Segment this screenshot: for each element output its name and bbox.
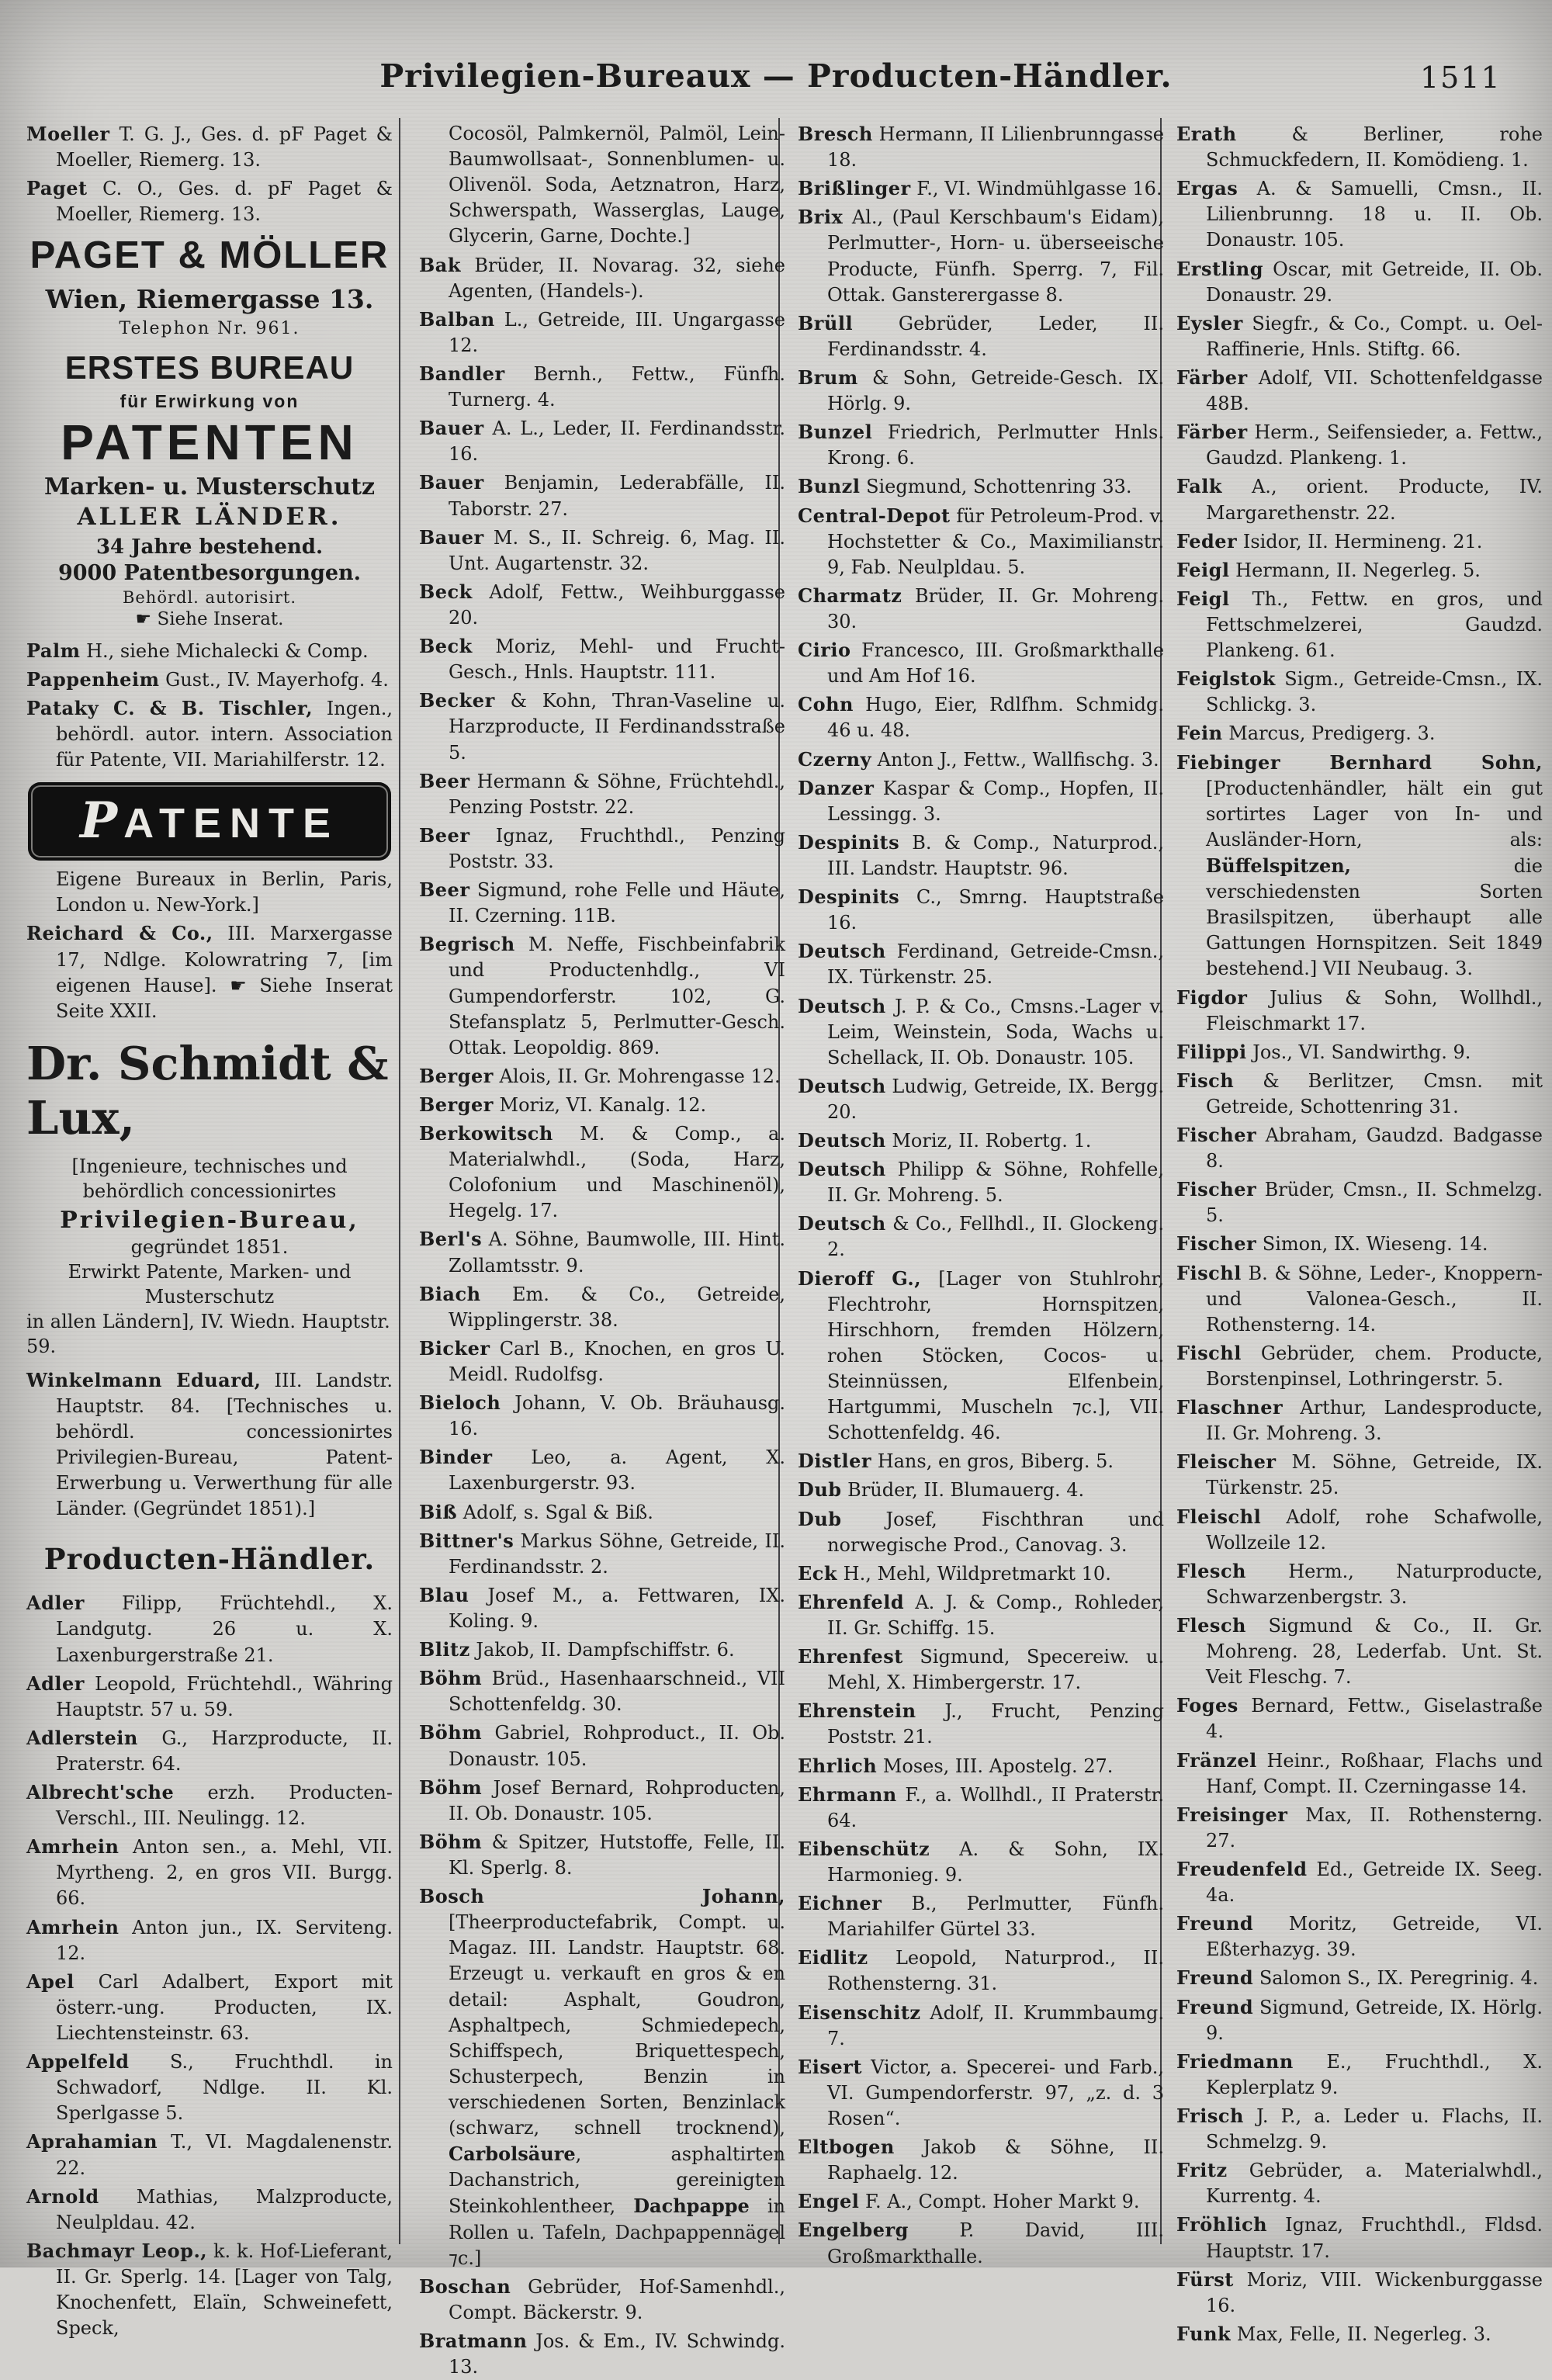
directory-entry: Bachmayr Leop., k. k. Hof-Lieferant, II. Gr. Sperlg. 14. [Lager von Talg, Knochenfett, Elaïn, Schweinefett, Speck, [26, 2239, 393, 2340]
directory-entry: Becker & Kohn, Thran-Vaseline u. Harzproducte, II Ferdinandsstraße 5. [419, 689, 785, 764]
directory-entry: Czerny Anton J., Fettw., Wallfischg. 3. [798, 747, 1159, 771]
page-number: 1511 [1420, 61, 1502, 95]
directory-entry: Deutsch Ludwig, Getreide, IX. Bergg. 20. [798, 1074, 1164, 1123]
directory-entry: Palm H., siehe Michalecki & Comp. [26, 639, 369, 662]
column-rule [399, 118, 400, 2244]
directory-entry: Winkelmann Eduard, III. Landstr. Hauptstr. 84. [Technisches u. behördl. concessionirtes Privilegien-Bureau, Patent-Erwerbung u. Verwerthung für alle Länder. (Gegründet 1851).] [26, 1368, 393, 1520]
directory-entry: Deutsch Philipp & Söhne, Rohfelle, II. Gr. Mohreng. 5. [798, 1158, 1164, 1207]
directory-entry: Frisch J. P., a. Leder u. Flachs, II. Schmelzg. 9. [1176, 2104, 1543, 2153]
directory-entry: Feigl Th., Fettw. en gros, und Fettschmelzerei, Gaudzd. Plankeng. 61. [1176, 587, 1543, 662]
paget-moeller-ad-line: ERSTES BUREAU [64, 349, 355, 386]
directory-entry: Beer Sigmund, rohe Felle und Häute, II. Czerning. 11B. [419, 878, 785, 927]
directory-entry: Färber Adolf, VII. Schottenfeldgasse 48B. [1176, 365, 1543, 415]
directory-entry: Balban L., Getreide, III. Ungargasse 12. [419, 307, 785, 356]
patente-banner: PATENTE [28, 782, 391, 861]
directory-entry: Fleischer M. Söhne, Getreide, IX. Türkenstr. 25. [1176, 1450, 1543, 1499]
directory-entry: Bauer Benjamin, Lederabfälle, II. Taborstr. 27. [419, 471, 785, 520]
paget-moeller-ad-line: Behördl. autorisirt. [122, 587, 297, 607]
directory-entry: Brißlinger F., VI. Windmühlgasse 16. [798, 177, 1162, 200]
directory-entry: Fritz Gebrüder, a. Materialwhdl., Kurrentg. 4. [1176, 2159, 1543, 2208]
directory-entry: Boschan Gebrüder, Hof-Samenhdl., Compt. Bäckerstr. 9. [419, 2274, 785, 2323]
directory-entry: Bratmann Jos. & Em., IV. Schwindg. 13. [419, 2329, 785, 2378]
directory-entry: Adlerstein G., Harzproducte, II. Praterstr. 64. [26, 1726, 393, 1775]
directory-entry: Freund Moritz, Getreide, VI. Eßterhazyg. 39. [1176, 1912, 1543, 1961]
column-3 [798, 121, 1164, 2267]
directory-entry: Fein Marcus, Predigerg. 3. [1176, 722, 1436, 745]
directory-entry: Brix Al., (Paul Kerschbaum's Eidam), Perlmutter-, Horn- u. überseeische Producte, Fünfh. Sperrg. 7, Fil. Ottak. Gansterergasse 8. [798, 206, 1164, 306]
directory-entry: Deutsch Ferdinand, Getreide-Cmsn., IX. Türkenstr. 25. [798, 940, 1164, 989]
directory-entry: Eysler Siegfr., & Co., Compt. u. Oel-Raffinerie, Hnls. Stiftg. 66. [1176, 311, 1543, 360]
column-2 [419, 121, 786, 2378]
directory-entry: Paget C. O., Ges. d. pF Paget & Moeller, Riemerg. 13. [26, 177, 393, 226]
directory-entry: Bauer A. L., Leder, II. Ferdinandsstr. 16. [419, 417, 785, 466]
directory-entry: Adler Filipp, Früchtehdl., X. Landgutg. 26 u. X. Laxenburgerstraße 21. [26, 1592, 393, 1666]
directory-entry: Flesch Sigmund & Co., II. Gr. Mohreng. 28, Lederfab. Unt. St. Veit Fleschg. 7. [1176, 1614, 1543, 1689]
directory-entry: Erath & Berliner, rohe Schmuckfedern, II. Komödieng. 1. [1176, 123, 1543, 171]
directory-entry: Eichner B., Perlmutter, Fünfh. Mariahilfer Gürtel 33. [798, 1892, 1164, 1941]
directory-entry: Beer Ignaz, Fruchthdl., Penzing Poststr. 33. [419, 823, 785, 872]
directory-entry: Dieroff G., [Lager von Stuhlrohr, Flechtrohr, Hornspitzen, Hirschhorn, fremden Hölzern, rohen Stöcken, Cocos- u. Steinnüssen, Elfenbein, Hartgummi, Muscheln ⁊c.], VII. Schottenfeldg. 46. [798, 1266, 1164, 1444]
schmidt-lux-ad-line: [Ingenieure, technisches und behördlich concessionirtes [71, 1155, 348, 1203]
paget-moeller-ad-line: 9000 Patentbesorgungen. [57, 560, 362, 585]
directory-entry: Brum & Sohn, Getreide-Gesch. IX. Hörlg. 9. [798, 365, 1164, 415]
directory-entry: Amrhein Anton jun., IX. Serviteng. 12. [26, 1915, 393, 1964]
directory-entry: Albrecht'sche erzh. Producten-Verschl., III. Neulingg. 12. [26, 1781, 393, 1830]
directory-entry: Falk A., orient. Producte, IV. Margarethenstr. 22. [1176, 475, 1543, 524]
directory-entry: Amrhein Anton sen., a. Mehl, VII. Myrtheng. 2, en gros VII. Burgg. 66. [26, 1835, 393, 1910]
directory-entry: Reichard & Co., III. Marxergasse 17, Ndlge. Kolowratring 7, [im eigenen Hause]. ☛ Siehe Inserat Seite XXII. [26, 922, 393, 1022]
directory-entry: Fiebinger Bernhard Sohn, [Productenhändler, hält ein gut sortirtes Lager von In- und Ausländer-Horn, als: Büffelspitzen, die verschiedensten Sorten Brasilspitzen, überhaupt alle Gattungen Hornspitzen. Seit 1849 bestehend.] VII Neubaug. 3. [1176, 750, 1543, 980]
page-header-title: Privilegien-Bureaux — Producten-Händler. [379, 57, 1173, 95]
directory-entry: Bosch Johann, [Theerproductefabrik, Compt. u. Magaz. III. Landstr. Hauptstr. 68. Erzeugt u. verkauft en gros & en detail: Asphalt, Goudron, Asphaltpech, Schmiedepech, Schiffspech, Briquettespech, Schusterpech, Benzin in verschiedenen Sorten, Benzinlack (schwarz, schnell trocknend), Carbolsäure, asphaltirten Dachanstrich, gereinigten Steinkohlentheer, Dachpappe in Rollen u. Tafeln, Dachpappennägel ⁊c.] [419, 1885, 786, 2269]
paget-moeller-ad-line: ALLER LÄNDER. [77, 502, 342, 531]
directory-entry: Ehrlich Moses, III. Apostelg. 27. [798, 1754, 1114, 1777]
directory-entry: Böhm Brüd., Hasenhaarschneid., VII Schottenfeldg. 30. [419, 1667, 785, 1716]
directory-entry: Freund Salomon S., IX. Peregrinig. 4. [1176, 1966, 1539, 1990]
column-4 [1176, 121, 1543, 2345]
directory-entry: Fränzel Heinr., Roßhaar, Flachs und Hanf, Compt. II. Czerningasse 14. [1176, 1748, 1543, 1797]
directory-entry: Ehrenfest Sigmund, Specereiw. u. Mehl, X. Himbergerstr. 17. [798, 1645, 1164, 1694]
directory-entry: Fischer Abraham, Gaudzd. Badgasse 8. [1176, 1124, 1543, 1173]
directory-entry: Central-Depot für Petroleum-Prod. v. Hochstetter & Co., Maximilianstr. 9, Fab. Neulpldau. 5. [798, 504, 1164, 578]
directory-entry: Bresch Hermann, II Lilienbrunngasse 18. [798, 123, 1164, 171]
directory-entry: Ehrmann F., a. Wollhdl., II Praterstr. 64. [798, 1782, 1164, 1831]
directory-entry: Filippi Jos., VI. Sandwirthg. 9. [1176, 1040, 1471, 1063]
directory-entry: Feder Isidor, II. Hermineng. 21. [1176, 529, 1483, 553]
directory-entry: Begrisch M. Neffe, Fischbeinfabrik und Productenhdlg., VI Gumpendorferstr. 102, G. Stefansplatz 5, Perlmutter-Gesch. Ottak. Leopoldig. 869. [419, 933, 785, 1058]
directory-entry: Böhm & Spitzer, Hutstoffe, Felle, II. Kl. Sperlg. 8. [419, 1830, 785, 1879]
directory-entry: Bieloch Johann, V. Ob. Bräuhausg. 16. [419, 1391, 785, 1440]
directory-entry: Freisinger Max, II. Rothensterng. 27. [1176, 1803, 1543, 1852]
paget-moeller-ad [26, 234, 393, 629]
directory-entry: Erstling Oscar, mit Getreide, II. Ob. Donaustr. 29. [1176, 257, 1543, 306]
directory-entry: Berger Alois, II. Gr. Mohrengasse 12. [419, 1064, 781, 1087]
schmidt-lux-ad-line: gegründet 1851. [130, 1235, 289, 1258]
directory-entry: Foges Bernard, Fettw., Giselastraße 4. [1176, 1694, 1543, 1743]
directory-entry: Dub Josef, Fischthran und norwegische Prod., Canovag. 3. [798, 1507, 1164, 1556]
directory-entry: Distler Hans, en gros, Biberg. 5. [798, 1450, 1114, 1473]
directory-entry: Fleischl Adolf, rohe Schafwolle, Wollzeile 12. [1176, 1505, 1543, 1554]
directory-entry: Feigl Hermann, II. Negerleg. 5. [1176, 558, 1481, 581]
directory-entry: Böhm Gabriel, Rohproduct., II. Ob. Donaustr. 105. [419, 1721, 785, 1770]
directory-entry: Pappenheim Gust., IV. Mayerhofg. 4. [26, 667, 389, 691]
directory-entry: Eisert Victor, a. Specerei- und Farb., VI. Gumpendorferstr. 97, „z. d. 3 Rosen“. [798, 2055, 1164, 2129]
schmidt-lux-ad-line: in allen Ländern], IV. Wiedn. Hauptstr. 59. [26, 1311, 390, 1358]
schmidt-lux-ad-line: Privilegien-Bureau, [60, 1207, 359, 1235]
directory-entry: Eck H., Mehl, Wildpretmarkt 10. [798, 1561, 1111, 1585]
paget-moeller-ad-line: Marken- u. Musterschutz [43, 473, 376, 501]
paget-moeller-ad-line: 34 Jahre bestehend. [95, 535, 324, 559]
schmidt-lux-ad-line: Erwirkt Patente, Marken- und Musterschutz [68, 1261, 352, 1308]
paget-moeller-ad-line: ☛ Siehe Inserat. [135, 608, 284, 629]
directory-entry: Bunzel Friedrich, Perlmutter Hnls. Krong. 6. [798, 421, 1164, 469]
schmidt-lux-ad [26, 1037, 393, 1360]
directory-entry: Berger Moriz, VI. Kanalg. 12. [419, 1093, 707, 1116]
directory-entry: Flaschner Arthur, Landesproducte, II. Gr. Mohreng. 3. [1176, 1396, 1543, 1445]
directory-entry: Biß Adolf, s. Sgal & Biß. [419, 1500, 653, 1523]
directory-entry: Binder Leo, a. Agent, X. Laxenburgerstr. 93. [419, 1446, 785, 1495]
paget-moeller-ad-line: Telephon Nr. 961. [119, 319, 300, 339]
directory-entry: Despinits C., Smrng. Hauptstraße 16. [798, 885, 1164, 934]
directory-entry: Engelberg P. David, III. Großmarkthalle. [798, 2219, 1164, 2267]
directory-entry: Adler Leopold, Früchtehdl., Währing Hauptstr. 57 u. 59. [26, 1672, 393, 1720]
entry-continuation: Cocosöl, Palmkernöl, Palmöl, Lein-Baumwollsaat-, Sonnenblumen- u. Olivenöl. Soda, Aetznatron, Harz, Schwerspath, Wasserglas, Lauge, Glycerin, Garne, Dochte.] [449, 123, 785, 248]
section-heading: Producten-Händler. [43, 1542, 376, 1577]
directory-entry: Fischl B. & Söhne, Leder-, Knoppern- und Valonea-Gesch., II. Rothensterng. 14. [1176, 1261, 1543, 1336]
directory-entry: Aprahamian T., VI. Magdalenenstr. 22. [26, 2130, 393, 2179]
directory-entry: Bunzl Siegmund, Schottenring 33. [798, 475, 1132, 498]
directory-entry: Freudenfeld Ed., Getreide IX. Seeg. 4a. [1176, 1858, 1543, 1907]
directory-entry: Fischer Brüder, Cmsn., II. Schmelzg. 5. [1176, 1178, 1543, 1227]
directory-entry: Fisch & Berlitzer, Cmsn. mit Getreide, Schottenring 31. [1176, 1069, 1543, 1117]
directory-entry: Bittner's Markus Söhne, Getreide, II. Ferdinandsstr. 2. [419, 1529, 785, 1578]
directory-entry: Fröhlich Ignaz, Fruchthdl., Fldsd. Hauptstr. 17. [1176, 2213, 1543, 2262]
directory-entry: Färber Herm., Seifensieder, a. Fettw., Gaudzd. Plankeng. 1. [1176, 421, 1543, 469]
directory-entry: Ehrenfeld A. J. & Comp., Rohleder, II. Gr. Schiffg. 15. [798, 1590, 1164, 1640]
directory-entry: Funk Max, Felle, II. Negerleg. 3. [1176, 2322, 1491, 2345]
directory-entry: Bandler Bernh., Fettw., Fünfh. Turnerg. 4. [419, 362, 785, 411]
paget-moeller-ad-line: für Erwirkung von [120, 390, 300, 411]
directory-entry: Appelfeld S., Fruchthdl. in Schwadorf, Ndlge. II. Kl. Sperlgasse 5. [26, 2050, 393, 2125]
directory-entry: Beck Adolf, Fettw., Weihburggasse 20. [419, 580, 785, 629]
directory-entry: Feiglstok Sigm., Getreide-Cmsn., IX. Schlickg. 3. [1176, 667, 1543, 716]
directory-entry: Fischer Simon, IX. Wieseng. 14. [1176, 1232, 1488, 1256]
directory-entry: Figdor Julius & Sohn, Wollhdl., Fleischmarkt 17. [1176, 986, 1543, 1034]
directory-entry: Fischl Gebrüder, chem. Producte, Borstenpinsel, Lothringerstr. 5. [1176, 1341, 1543, 1391]
directory-entry: Biach Em. & Co., Getreide, Wipplingerstr. 38. [419, 1282, 785, 1331]
paget-moeller-ad-line: Wien, Riemergasse 13. [45, 284, 374, 315]
directory-entry: Pataky C. & B. Tischler, Ingen., behördl. autor. intern. Association für Patente, VII. Mariahilferstr. 12. [26, 696, 393, 771]
directory-entry: Eltbogen Jakob & Söhne, II. Raphaelg. 12. [798, 2136, 1164, 2184]
directory-entry: Arnold Mathias, Malzproducte, Neulpldau. 42. [26, 2184, 393, 2233]
directory-entry: Berkowitsch M. & Comp., a. Materialwhdl., (Soda, Harz, Colofonium und Maschinenöl), Hegelg. 17. [419, 1122, 785, 1222]
directory-entry: Beck Moriz, Mehl- und Frucht-Gesch., Hnls. Hauptstr. 111. [419, 635, 785, 684]
entry-continuation: Eigene Bureaux in Berlin, Paris, London u. New-York.] [56, 868, 393, 916]
directory-entry: Engel F. A., Compt. Hoher Markt 9. [798, 2190, 1140, 2213]
directory-entry: Böhm Josef Bernard, Rohproducten, II. Ob. Donaustr. 105. [419, 1775, 785, 1824]
schmidt-lux-ad-line: Dr. Schmidt & Lux, [26, 1036, 389, 1145]
directory-entry: Charmatz Brüder, II. Gr. Mohreng. 30. [798, 584, 1164, 632]
directory-entry: Deutsch Moriz, II. Robertg. 1. [798, 1129, 1092, 1152]
paget-moeller-ad-line: PAGET & MÖLLER [29, 234, 390, 277]
directory-entry: Deutsch J. P. & Co., Cmsns.-Lager v. Leim, Weinstein, Soda, Wachs u. Schellack, II. Ob. Donaustr. 105. [798, 994, 1164, 1069]
directory-entry: Berl's A. Söhne, Baumwolle, III. Hint. Zollamtsstr. 9. [419, 1228, 785, 1277]
directory-entry: Ergas A. & Samuelli, Cmsn., II. Lilienbrunng. 18 u. II. Ob. Donaustr. 105. [1176, 177, 1543, 251]
directory-entry: Eibenschütz A. & Sohn, IX. Harmonieg. 9. [798, 1837, 1164, 1886]
directory-entry: Bauer M. S., II. Schreig. 6, Mag. II. Unt. Augartenstr. 32. [419, 525, 785, 574]
directory-entry: Flesch Herm., Naturproducte, Schwarzenbergstr. 3. [1176, 1559, 1543, 1608]
directory-entry: Blitz Jakob, II. Dampfschiffstr. 6. [419, 1638, 735, 1661]
column-1 [26, 121, 393, 2340]
directory-entry: Freund Sigmund, Getreide, IX. Hörlg. 9. [1176, 1995, 1543, 2044]
directory-entry: Eidlitz Leopold, Naturprod., II. Rothensterng. 31. [798, 1946, 1164, 1995]
directory-entry: Bak Brüder, II. Novarag. 32, siehe Agenten, (Handels-). [419, 253, 785, 302]
directory-entry: Bicker Carl B., Knochen, en gros U. Meidl. Rudolfsg. [419, 1336, 785, 1386]
directory-entry: Brüll Gebrüder, Leder, II. Ferdinandsstr. 4. [798, 311, 1164, 360]
banner-initial: P [79, 792, 124, 850]
directory-entry: Deutsch & Co., Fellhdl., II. Glockeng. 2. [798, 1212, 1164, 1261]
directory-entry: Apel Carl Adalbert, Export mit österr.-ung. Producten, IX. Liechtensteinstr. 63. [26, 1969, 393, 2045]
directory-entry: Fürst Moriz, VIII. Wickenburggasse 16. [1176, 2267, 1543, 2316]
directory-entry: Cohn Hugo, Eier, Rdlfhm. Schmidg. 46 u. 48. [798, 693, 1164, 742]
directory-entry: Blau Josef M., a. Fettwaren, IX. Koling. 9. [419, 1583, 785, 1633]
directory-entry: Dub Brüder, II. Blumauerg. 4. [798, 1478, 1085, 1502]
directory-entry: Friedmann E., Fruchthdl., X. Keplerplatz 9. [1176, 2049, 1543, 2098]
directory-entry: Danzer Kaspar & Comp., Hopfen, II. Lessingg. 3. [798, 776, 1164, 825]
directory-entry: Moeller T. G. J., Ges. d. pF Paget & Moeller, Riemerg. 13. [26, 123, 393, 171]
directory-entry: Despinits B. & Comp., Naturprod., III. Landstr. Hauptstr. 96. [798, 830, 1164, 879]
directory-entry: Eisenschitz Adolf, II. Krummbaumg. 7. [798, 2001, 1164, 2049]
directory-entry: Cirio Francesco, III. Großmarkthalle und Am Hof 16. [798, 639, 1164, 688]
paget-moeller-ad-line: PATENTEN [61, 414, 359, 470]
directory-entry: Ehrenstein J., Frucht, Penzing Poststr. 21. [798, 1699, 1164, 1748]
directory-entry: Beer Hermann & Söhne, Früchtehdl., Penzing Poststr. 22. [419, 769, 785, 818]
